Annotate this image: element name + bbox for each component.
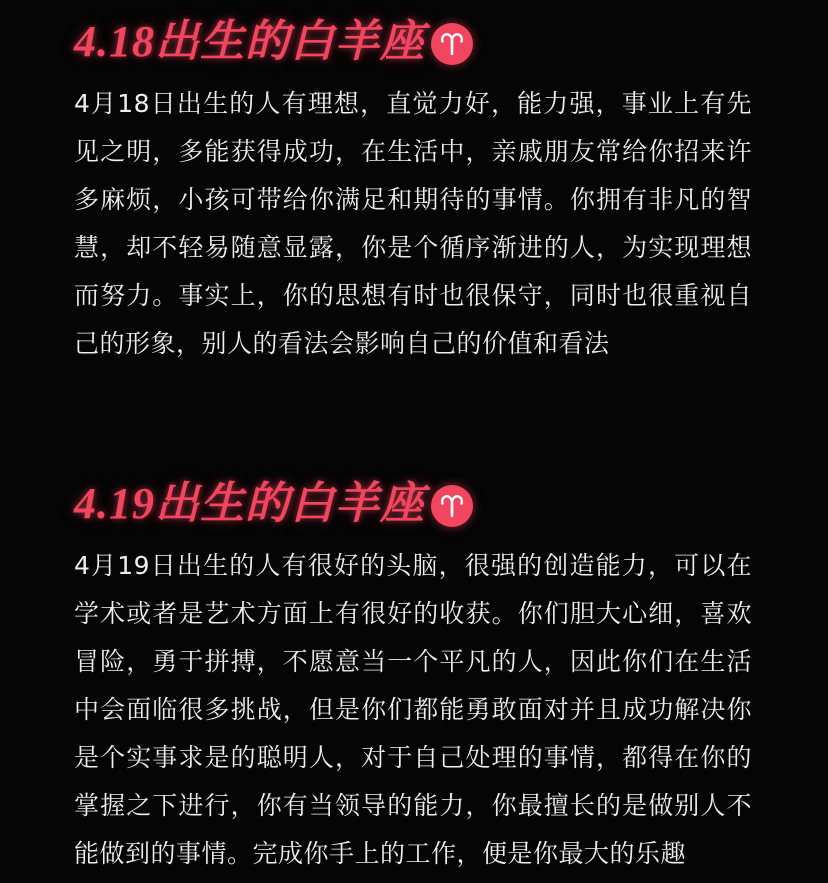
heading-label: 4.18出生的白羊座 bbox=[74, 17, 425, 66]
aries-symbol-icon bbox=[431, 23, 473, 65]
zodiac-section-0419 bbox=[0, 424, 828, 878]
zodiac-section-0418 bbox=[0, 0, 828, 368]
section-heading-0418 bbox=[74, 14, 752, 70]
section-body-0419: 4月19日出生的人有很好的头脑，很强的创造能力，可以在学术或者是艺术方面上有很好的收获。你们胆大心细，喜欢冒险，勇于拼搏，不愿意当一个平凡的人，因此你们在生活中会面临很多挑战，但是你们都能勇敢面对并且成功解决你是个实事求是的聪明人，对于自己处理的事情，都得在你的掌握之下进行，你有当领导的能力，你最擅长的是做别人不能做到的事情。完成你手上的工作，便是你最大的乐趣 bbox=[74, 551, 752, 868]
aries-symbol-icon bbox=[431, 485, 473, 527]
section-heading-0419 bbox=[74, 476, 752, 532]
section-body-0418: 4月18日出生的人有理想，直觉力好，能力强，事业上有先见之明，多能获得成功，在生活中，亲戚朋友常给你招来许多麻烦，小孩可带给你满足和期待的事情。你拥有非凡的智慧，却不轻易随意显露，你是个循序渐进的人，为实现理想而努力。事实上，你的思想有时也很保守，同时也很重视自己的形象，别人的看法会影响自己的价值和看法 bbox=[74, 89, 752, 358]
heading-label: 4.19出生的白羊座 bbox=[74, 479, 425, 528]
section-spacer bbox=[0, 368, 828, 424]
